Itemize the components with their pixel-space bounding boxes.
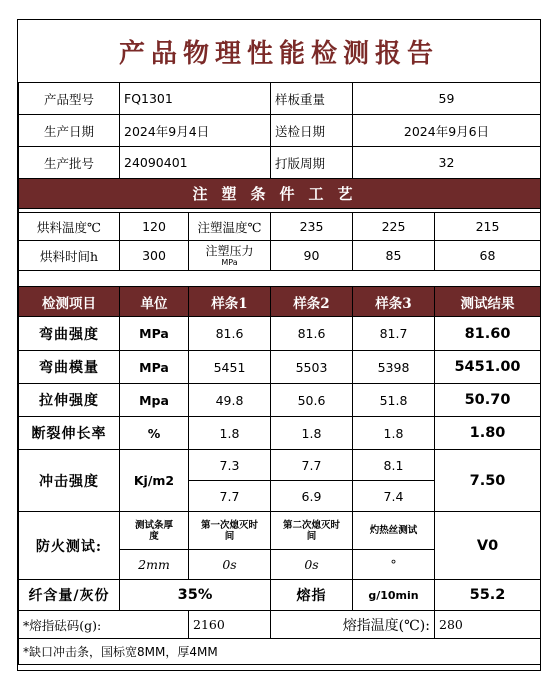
impact-r1-s1: 7.3 [189,450,271,481]
dry-time-value: 300 [120,241,189,271]
melt-weight-label: *熔指砝码(g): [19,611,189,639]
footer-note: *缺口冲击条，国标宽8MM，厚4MM [19,639,541,665]
tests-header-row [19,287,541,317]
weight-value: 59 [353,83,541,115]
table-row [19,351,541,384]
info-row-batch [19,147,541,179]
note-row [19,639,541,665]
test-sample-2: 50.6 [271,384,353,417]
model-label: 产品型号 [19,83,120,115]
fire-col4-label: 灼热丝测试 [353,512,435,550]
fire-row-labels [19,512,541,550]
inj-temp-value-1: 235 [271,213,353,241]
impact-r2-s3: 7.4 [353,481,435,512]
test-result: 5451.00 [435,351,541,384]
melt-unit: g/10min [353,580,435,611]
dry-temp-row [19,213,541,241]
test-sample-1: 5451 [189,351,271,384]
inj-pressure-cell [189,241,271,271]
table-row [19,384,541,417]
fire-col3-value: 0s [271,550,353,580]
prod-date-label: 生产日期 [19,115,120,147]
report-table [18,82,541,665]
test-sample-3: 1.8 [353,417,435,450]
dry-temp-value: 120 [120,213,189,241]
report-title: 产品物理性能检测报告 [118,38,439,69]
inj-pressure-label: 注塑压力 [205,243,254,258]
fiber-value: 35% [120,580,271,611]
batch-value: 24090401 [120,147,271,179]
test-name: 弯曲模量 [19,351,120,384]
inj-temp-value-2: 225 [353,213,435,241]
batch-label: 生产批号 [19,147,120,179]
prod-date-value: 2024年9月4日 [120,115,271,147]
impact-name: 冲击强度 [19,450,120,512]
header-item: 检测项目 [19,287,120,317]
inj-pressure-value-3: 68 [435,241,541,271]
test-name: 拉伸强度 [19,384,120,417]
info-row-dates [19,115,541,147]
inj-temp-value-3: 215 [435,213,541,241]
test-sample-1: 49.8 [189,384,271,417]
impact-unit: Kj/m2 [120,450,189,512]
dry-time-label: 烘料时间h [19,241,120,271]
impact-r1-s3: 8.1 [353,450,435,481]
table-row [19,417,541,450]
fiber-label: 纤含量/灰份 [19,580,120,611]
fiber-row [19,580,541,611]
header-result: 测试结果 [435,287,541,317]
test-result: 1.80 [435,417,541,450]
melt-weight-value: 2160 [189,611,271,639]
header-sample-2: 样条2 [271,287,353,317]
header-sample-3: 样条3 [353,287,435,317]
fire-col2-label: 第一次熄灭时间 [189,512,271,550]
inj-pressure-value-2: 85 [353,241,435,271]
melt-temp-label: 熔指温度(℃): [271,611,435,639]
test-sample-3: 81.7 [353,317,435,351]
test-sample-1: 1.8 [189,417,271,450]
impact-r2-s2: 6.9 [271,481,353,512]
model-value: FQ1301 [120,83,271,115]
fire-col1-label: 测试条厚度 [120,512,189,550]
test-sample-2: 81.6 [271,317,353,351]
test-unit: Mpa [120,384,189,417]
fire-col2-value: 0s [189,550,271,580]
info-row-model [19,83,541,115]
inj-pressure-unit: MPa [221,257,238,267]
test-sample-2: 5503 [271,351,353,384]
fire-result: V0 [435,512,541,580]
send-date-value: 2024年9月6日 [353,115,541,147]
impact-r2-s1: 7.7 [189,481,271,512]
melt-label: 熔指 [271,580,353,611]
impact-row-1 [19,450,541,481]
test-result: 81.60 [435,317,541,351]
dry-temp-label: 烘料温度℃ [19,213,120,241]
inj-temp-label: 注塑温度℃ [189,213,271,241]
fire-name: 防火测试: [19,512,120,580]
send-date-label: 送检日期 [271,115,353,147]
test-name: 断裂伸长率 [19,417,120,450]
report-sheet [17,19,541,671]
table-row [19,317,541,351]
fire-col4-value: ° [353,550,435,580]
inj-pressure-value-1: 90 [271,241,353,271]
test-sample-3: 5398 [353,351,435,384]
test-sample-3: 51.8 [353,384,435,417]
test-result: 50.70 [435,384,541,417]
weight-label: 样板重量 [271,83,353,115]
footer-row [19,611,541,639]
impact-r1-s2: 7.7 [271,450,353,481]
dry-time-row [19,241,541,271]
cycle-value: 32 [353,147,541,179]
header-sample-1: 样条1 [189,287,271,317]
cycle-label: 打版周期 [271,147,353,179]
process-banner: 注塑条件工艺 [19,179,541,209]
test-sample-2: 1.8 [271,417,353,450]
melt-temp-value: 280 [435,611,541,639]
impact-result: 7.50 [435,450,541,512]
test-unit: MPa [120,317,189,351]
header-unit: 单位 [120,287,189,317]
test-sample-1: 81.6 [189,317,271,351]
melt-value: 55.2 [435,580,541,611]
fire-col3-label: 第二次熄灭时间 [271,512,353,550]
test-unit: MPa [120,351,189,384]
test-name: 弯曲强度 [19,317,120,351]
fire-col1-value: 2mm [120,550,189,580]
test-unit: % [120,417,189,450]
